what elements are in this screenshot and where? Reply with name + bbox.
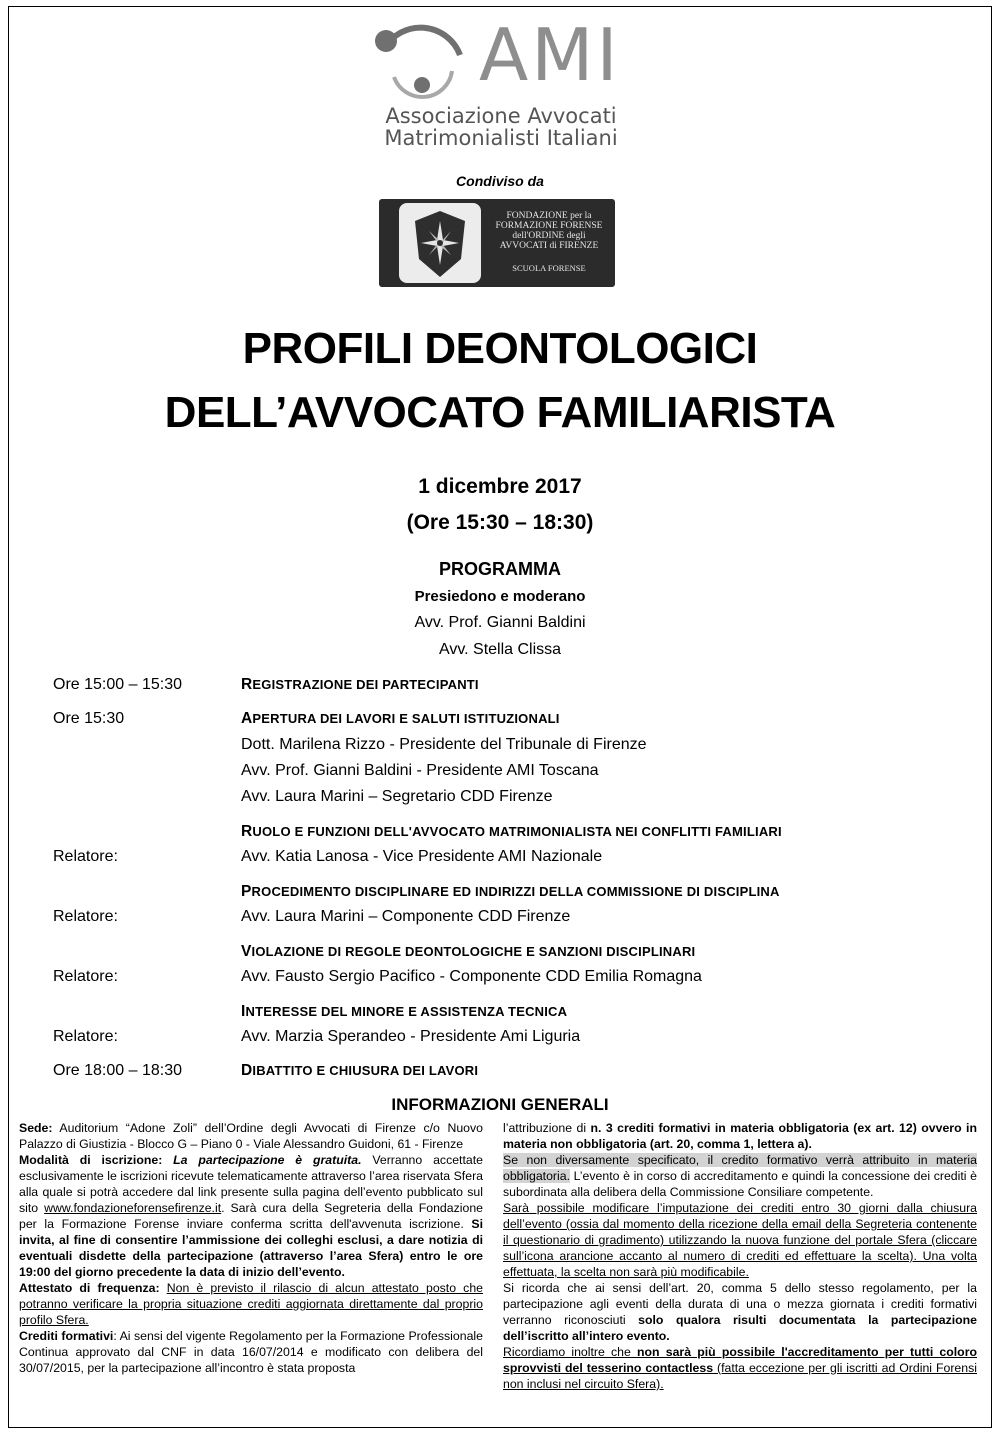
session-rest: EGISTRAZIONE DEI PARTECIPANTI [252,677,479,692]
info-iscrizione [19,1152,483,1280]
relatore-label: Relatore: [53,1028,118,1045]
iscrizione-notice: Si invita, al fine di consentire l’ammissione dei colleghi esclusi, a dare notizia di eventuali disdette della partecipazione (attraverso l’area Sfera) entro le ore 19:00 del giorno precedente la data di inizio dell’evento. [19,1217,483,1279]
session-initial: D [241,1062,253,1079]
schedule-speaker: Dott. Marilena Rizzo - Presidente del Tribunale di Firenze [241,736,647,753]
sede-label: Sede: [19,1121,53,1135]
foundation-logo-school: SCUOLA FORENSE [512,263,586,273]
info-attestato [19,1280,483,1328]
session-initial: R [241,676,253,693]
foundation-logo-line4: AVVOCATI di FIRENZE [499,241,599,251]
schedule-session-title [241,709,560,729]
presiedono-label: Presiedono e moderano [414,588,586,605]
flyer-page [8,6,992,1428]
shared-by-label: Condiviso da [456,173,544,189]
session-rest: NTERESSE DEL MINORE E ASSISTENZA TECNICA [245,1004,568,1019]
info-contactless [503,1344,977,1392]
schedule-speaker: Avv. Prof. Gianni Baldini - Presidente AMI Toscana [241,762,599,779]
crediti-label: Crediti formativi [19,1329,114,1343]
attestato-text: Non è previsto il rilascio di alcun attestato posto che potranno verificare la propria situazione crediti aggiornata direttamente dal proprio profilo Sfera. [19,1281,483,1327]
partecipazione-text: Si ricorda che ai sensi dell’art. 20, comma 5 dello stesso regolamento, per la partecipazione agli eventi della durata di una o mezza giornata i crediti formativi verranno riconosciuti [503,1281,977,1327]
schedule-speaker: Avv. Laura Marini – Segretario CDD Firenze [241,788,553,805]
info-sede [19,1120,483,1152]
info-crediti-continued [503,1120,977,1152]
compass-star-icon [399,203,481,283]
moderator-2: Avv. Stella Clissa [438,641,562,658]
schedule-time: Ore 15:30 [53,710,125,727]
schedule-session-title [241,1061,478,1081]
info-accreditamento [503,1152,977,1200]
schedule-speaker: Avv. Fausto Sergio Pacifico - Componente CDD Emilia Romagna [241,968,702,985]
session-initial: V [241,943,252,960]
shield-icon [399,203,481,283]
accreditamento-text: L’evento è in corso di accreditamento e quindi la concessione dei crediti è subordinata alla delibera della Commissione Consiliare competente. [503,1169,977,1199]
foundation-logo [379,199,615,287]
schedule-session-title [241,1002,567,1022]
ami-logo-emblem-icon [364,19,474,99]
accreditamento-highlight: Se non diversamente specificato, il credito formativo verrà attribuito in materia obbligatoria. [503,1153,977,1183]
contactless-bold: non sarà più possibile l'accreditamento per tutti coloro sprovvisti del tesserino contactless [503,1345,977,1375]
ami-logo-line1: Associazione Avvocati [385,104,617,128]
contactless-text-2: (fatta eccezione per gli iscritti ad Ordini Forensi non inclusi nel circuito Sfera). [503,1361,977,1391]
foundation-logo-text [487,211,611,251]
ami-logo-line2: Matrimonialisti Italiani [384,126,618,150]
info-left-column [19,1120,483,1376]
info-partecipazione [503,1280,977,1344]
ami-logo-word: AMI [479,13,621,97]
partecipazione-bold: solo qualora risulti documentata la partecipazione dell’iscritto all’intero evento. [503,1313,977,1343]
schedule-session-title [241,675,479,695]
contactless-text: Ricordiamo inoltre che [503,1345,638,1359]
info-right-column [503,1120,977,1392]
moderator-1: Avv. Prof. Gianni Baldini [414,614,586,631]
attestato-label: Attestato di frequenza: [19,1281,160,1295]
relatore-label: Relatore: [53,908,118,925]
schedule-speaker: Avv. Laura Marini – Componente CDD Firenze [241,908,571,925]
schedule-time: Ore 15:00 – 15:30 [53,676,182,693]
foundation-logo-line3: dell'ORDINE degli [512,231,586,241]
session-rest: PERTURA DEI LAVORI E SALUTI ISTITUZIONALI [252,711,560,726]
session-rest: IBATTITO E CHIUSURA DEI LAVORI [252,1063,479,1078]
foundation-logo-line2: FORMAZIONE FORENSE [495,221,603,231]
programma-heading: PROGRAMMA [439,559,561,579]
foundation-logo-line1: FONDAZIONE per la [506,211,592,221]
relatore-label: Relatore: [53,848,118,865]
schedule-session-title [241,822,782,842]
title-line1: PROFILI DEONTOLOGICI [242,324,758,373]
schedule-session-title [241,942,695,962]
ami-logo [364,13,639,154]
sede-text: Auditorium “Adone Zoli” dell’Ordine degli Avvocati di Firenze c/o Nuovo Palazzo di Giustizia - Blocco G – Piano 0 - Viale Alessandro Guidoni, 61 - Firenze [19,1121,483,1151]
info-heading: INFORMAZIONI GENERALI [391,1095,609,1114]
session-initial: A [241,710,253,727]
session-rest: UOLO E FUNZIONI DELL'AVVOCATO MATRIMONIALISTA NEI CONFLITTI FAMILIARI [252,824,782,839]
iscrizione-text: Verranno accettate esclusivamente le iscrizioni ricevute telematicamente attraverso l’area riservata Sfera alla quale si potrà accedere dal link presente sulla pagina dell’evento pubblicato sul sito [19,1153,483,1215]
iscrizione-free: La partecipazione è gratuita. [173,1153,362,1167]
schedule-time: Ore 18:00 – 18:30 [53,1062,182,1079]
title-line2: DELL’AVVOCATO FAMILIARISTA [164,388,836,437]
session-initial: R [241,823,253,840]
schedule-speaker: Avv. Katia Lanosa - Vice Presidente AMI Nazionale [241,848,603,865]
crediti-cont-text: l’attribuzione di [503,1121,591,1135]
page-title [9,317,991,445]
event-time: (Ore 15:30 – 18:30) [406,511,594,534]
fondazione-website-link[interactable]: www.fondazioneforensefirenze.it [44,1201,222,1215]
iscrizione-label: Modalità di iscrizione: [19,1153,163,1167]
session-initial: I [241,1003,246,1020]
event-date: 1 dicembre 2017 [418,475,582,498]
schedule-speaker: Avv. Marzia Sperandeo - Presidente Ami Liguria [241,1028,581,1045]
session-initial: P [241,883,252,900]
info-modifica-imputazione: Sarà possibile modificare l’imputazione dei crediti entro 30 giorni dalla chiusura dell’evento (ossia dal momento della ricezione della email della Segreteria contenente il questionario di gradimento) utilizzando la nuova funzione del portale Sfera (cliccare sull’icona arancione accanto al numero di crediti ed effettuare la scelta). Una volta effettuata, la scelta non sarà più modificabile. [503,1201,977,1279]
session-rest: IOLAZIONE DI REGOLE DEONTOLOGICHE E SANZIONI DISCIPLINARI [251,944,696,959]
info-crediti [19,1328,483,1376]
session-rest: ROCEDIMENTO DISCIPLINARE ED INDIRIZZI DELLA COMMISSIONE DI DISCIPLINA [251,884,780,899]
crediti-cont-bold: n. 3 crediti formativi in materia obbligatoria (ex art. 12) ovvero in materia non obbligatoria (art. 20, comma 1, lettera a). [503,1121,977,1151]
iscrizione-text-2: . Sarà cura della Segreteria della Fondazione per la Formazione Forense inviare conferma scritta dell'avvenuta iscrizione. [19,1201,483,1231]
schedule-session-title [241,882,780,902]
relatore-label: Relatore: [53,968,118,985]
crediti-text: : Ai sensi del vigente Regolamento per la Formazione Professionale Continua approvato dal CNF in data 16/07/2014 e modificato con delibera del 30/07/2015, per la partecipazione all’incontro è stata proposta [19,1329,483,1375]
